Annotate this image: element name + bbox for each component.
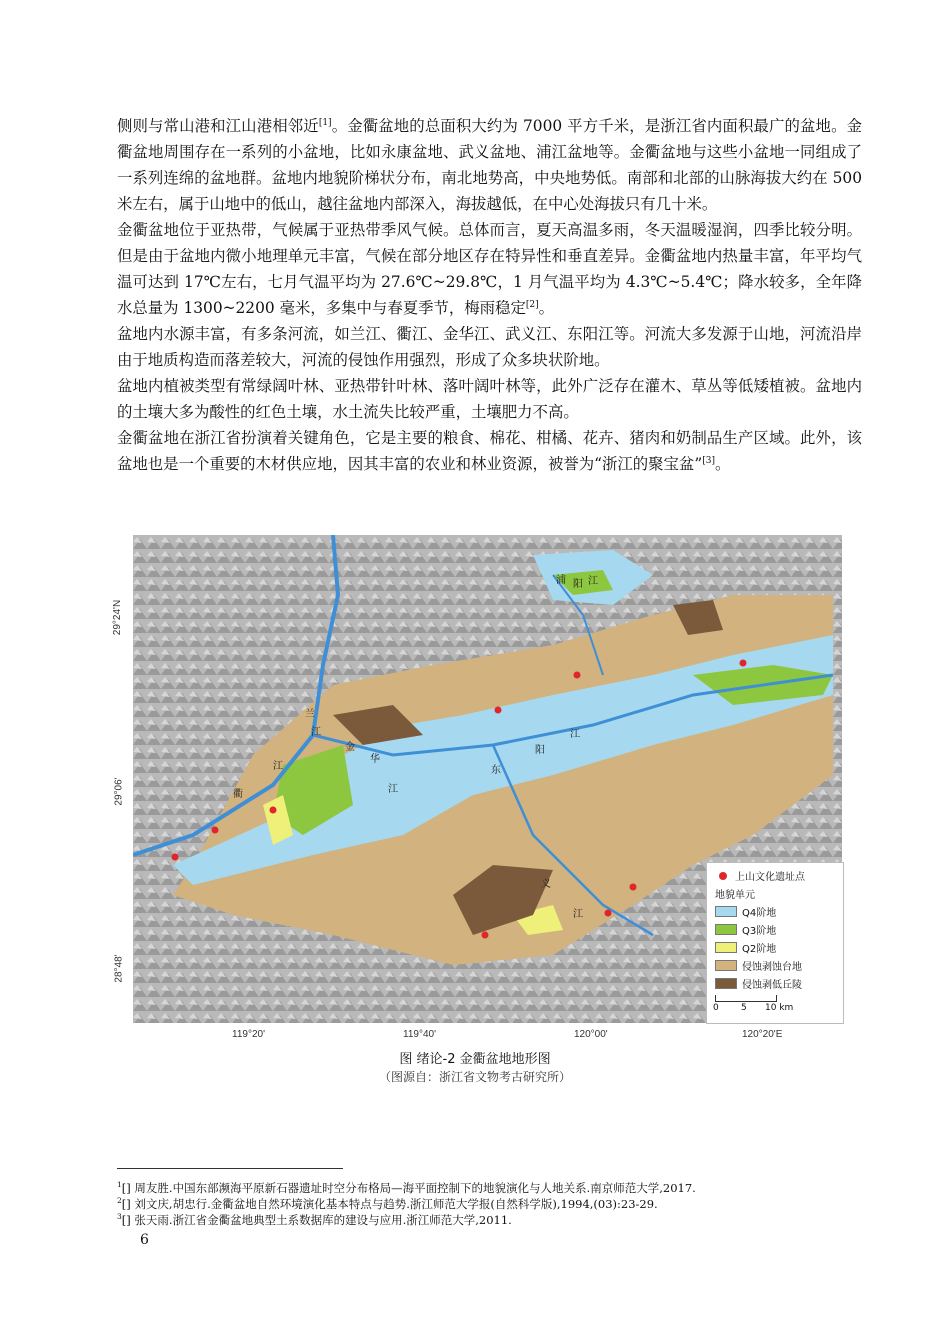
footnote-text: [] 刘文庆,胡忠行.金衢盆地自然环境演化基本特点与趋势.浙江师范大学报(自然科学版),1994,(03):23-29. [121, 1197, 658, 1211]
paragraph-text: 侧则与常山港和江山港相邻近 [117, 117, 319, 135]
scale-label: 10 km [765, 1003, 794, 1013]
qu-river-label-1: 衢 [233, 789, 243, 800]
footnote-rule [117, 1168, 343, 1169]
shangshan-site [605, 910, 612, 917]
dong-river-label: 东 [491, 765, 501, 776]
hills-swatch-icon [715, 978, 737, 989]
jin-river-label: 金 [345, 742, 355, 753]
paragraph-5 [117, 425, 862, 477]
paragraph-text: 。 [714, 455, 731, 473]
body-text [117, 113, 862, 477]
legend-site-label: 上山文化遗址点 [735, 872, 805, 883]
qu-river-label-2: 江 [273, 761, 283, 772]
legend-item-label: Q3阶地 [742, 926, 777, 937]
shangshan-site [574, 672, 581, 679]
legend-title-label: 地貌单元 [715, 890, 755, 901]
shangshan-site [172, 854, 179, 861]
citation-ref[interactable]: [1] [318, 117, 332, 128]
legend-item-label: 侵蚀剥蚀台地 [742, 962, 802, 973]
lan-river-label-2: 江 [311, 727, 321, 738]
figure-caption: 图 绪论-2 金衢盆地地形图 [399, 1052, 551, 1067]
puyang-river-label-1: 浦 [556, 575, 566, 586]
puyang-river-label-3: 江 [588, 576, 598, 587]
footnote-num: 3 [117, 1212, 122, 1222]
legend-item-label: 侵蚀剥低丘陵 [742, 980, 802, 991]
q2-swatch-icon [715, 942, 737, 953]
paragraph-3 [117, 321, 862, 373]
legend-site [715, 869, 805, 882]
paragraph-1 [117, 113, 862, 217]
lat-label-1: 29°24'N [112, 599, 124, 636]
lon-label-2: 119°40' [403, 1029, 436, 1040]
paragraph-text: 。金衢盆地的总面积大约为 7000 平方千米，是浙江省内面积最广的盆地。金衢盆地周围存在一系列的小盆地，比如永康盆地、武义盆地、浦江盆地等。金衢盆地与这些小盆地一同组成了一系列连绵的盆地群。盆地内地貌阶梯状分布，南北地势高，中央地势低。南部和北部的山脉海拔大约在 500 米左右，属于山地中的低山，越往盆地内部深入，海拔越低，在中心处海拔只有几十米。 [117, 117, 862, 213]
footnote-text: [] 周友胜.中国东部濒海平原新石器遗址时空分布格局—海平面控制下的地貌演化与人地关系.南京师范大学,2017. [121, 1181, 696, 1195]
paragraph-4 [117, 373, 862, 425]
lan-river-label-1: 兰 [305, 709, 315, 720]
citation-ref[interactable]: [3] [702, 455, 715, 466]
lon-label-4: 120°20'E [742, 1029, 783, 1040]
shangshan-site [482, 932, 489, 939]
paragraph-text: 。 [538, 299, 554, 317]
scale-label: 0 [713, 1003, 719, 1013]
scale-label: 5 [741, 1003, 747, 1013]
scale-bar [715, 995, 777, 1002]
shangshan-site [270, 807, 277, 814]
legend-item-label: Q2阶地 [742, 944, 777, 955]
footnote-text: [] 张天雨.浙江省金衢盆地典型土系数据库的建设与应用.浙江师范大学,2011. [121, 1213, 512, 1227]
footnote-1 [117, 1180, 877, 1196]
lat-label-3: 28°48' [113, 954, 125, 983]
q3-swatch-icon [715, 924, 737, 935]
page-number: 6 [140, 1232, 149, 1248]
lat-label-2: 29°06' [113, 777, 125, 806]
legend-item [715, 977, 802, 990]
legend-item [715, 941, 776, 954]
wuyi-river-label-2: 江 [573, 909, 583, 920]
hua-river-label: 华 [370, 754, 380, 765]
wuyi-river-label-1: 义 [541, 879, 551, 890]
figure-source: （图源自：浙江省文物考古研究所） [378, 1070, 571, 1084]
legend-item [715, 923, 776, 936]
paragraph-text: 金衢盆地在浙江省扮演着关键角色，它是主要的粮食、棉花、柑橘、花卉、猪肉和奶制品生产区域。此外，该盆地也是一个重要的木材供应地，因其丰富的农业和林业资源，被誉为“浙江的聚宝盆” [117, 429, 862, 473]
footnote-num: 1 [117, 1180, 122, 1190]
legend-item [715, 959, 802, 972]
shangshan-site [495, 707, 502, 714]
jinhua-jiang-label: 江 [388, 784, 398, 795]
site-dot-icon [719, 872, 727, 880]
legend-title [715, 887, 755, 900]
shangshan-site [740, 660, 747, 667]
paragraph-text: 盆地内植被类型有常绿阔叶林、亚热带针叶林、落叶阔叶林等，此外广泛存在灌木、草丛等低矮植被。盆地内的土壤大多为酸性的红色土壤，水土流失比较严重，土壤肥力不高。 [117, 377, 862, 421]
paragraph-2 [117, 217, 862, 321]
legend-item [715, 905, 776, 918]
footnote-3 [117, 1212, 877, 1228]
puyang-river-label-2: 阳 [573, 579, 583, 590]
yang-river-label: 阳 [535, 745, 545, 756]
lon-label-3: 120°00' [574, 1029, 608, 1040]
platform-swatch-icon [715, 960, 737, 971]
shangshan-site [212, 827, 219, 834]
shangshan-site [630, 884, 637, 891]
legend-item-label: Q4阶地 [742, 908, 777, 919]
paragraph-text: 金衢盆地位于亚热带，气候属于亚热带季风气候。总体而言，夏天高温多雨，冬天温暖湿润，四季比较分明。但是由于盆地内微小地理单元丰富，气候在部分地区存在特异性和垂直差异。金衢盆地内热量丰富，年平均气温可达到 17℃左右，七月气温平均为 27.6℃~29.8℃，1 月气温平均为 4.3℃~5.4℃；降水较多，全年降水总量为 1300~2200 毫米，多集中与春夏季节，梅雨稳定 [117, 221, 862, 317]
footnote-2 [117, 1196, 877, 1212]
paragraph-text: 盆地内水源丰富，有多条河流，如兰江、衢江、金华江、武义江、东阳江等。河流大多发源于山地，河流沿岸由于地质构造而落差较大，河流的侵蚀作用强烈，形成了众多块状阶地。 [117, 325, 862, 369]
dongyang-jiang-label: 江 [570, 729, 580, 740]
q4-swatch-icon [715, 906, 737, 917]
citation-ref[interactable]: [2] [525, 299, 539, 310]
lon-label-1: 119°20' [232, 1029, 265, 1040]
footnote-num: 2 [117, 1196, 122, 1206]
map-legend [706, 862, 844, 1024]
